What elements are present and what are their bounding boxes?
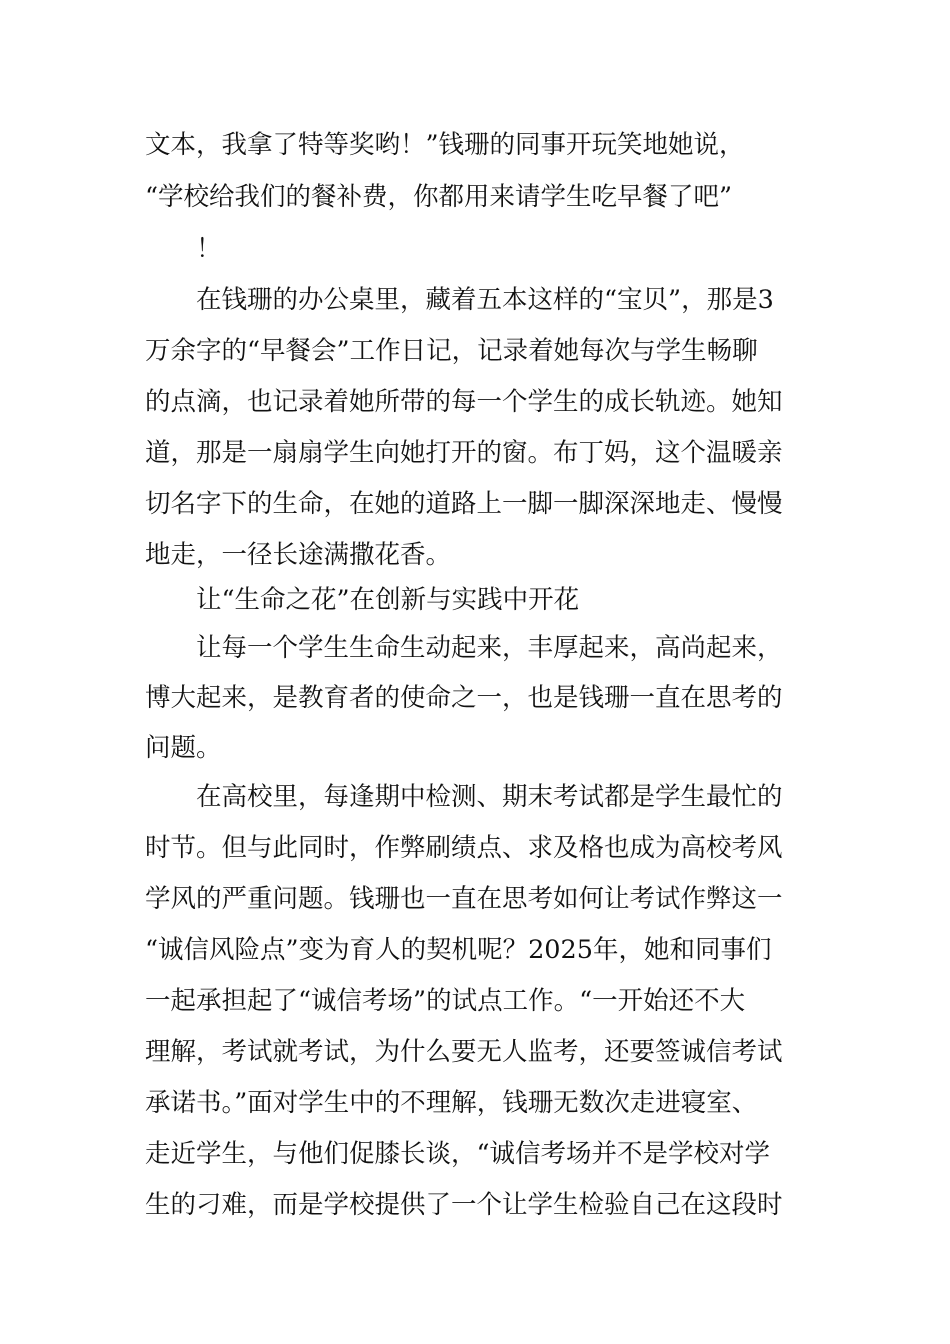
- text-line-content: 让每一个学生生命生动起来，丰厚起来，高尚起来，: [196, 633, 783, 663]
- text-line-content: “诚信风险点”变为育人的契机呢？2025年，她和同事们: [145, 935, 772, 965]
- text-line: [0, 930, 950, 970]
- text-line: [0, 828, 950, 868]
- text-line: [0, 382, 950, 422]
- text-line-content: 万余字的“早餐会”工作日记，记录着她每次与学生畅聊: [145, 336, 758, 366]
- text-line: [0, 1185, 950, 1225]
- text-line: [0, 879, 950, 919]
- text-line: [0, 433, 950, 473]
- text-line: [0, 1032, 950, 1072]
- section-heading-text: 让“生命之花”在创新与实践中开花: [196, 585, 580, 615]
- text-line: [0, 229, 950, 269]
- text-line: [0, 1083, 950, 1123]
- text-line: [0, 981, 950, 1021]
- text-line-content: 一起承担起了“诚信考场”的试点工作。“一开始还不大: [145, 986, 746, 1016]
- text-line-content: 博大起来，是教育者的使命之一，也是钱珊一直在思考的: [145, 683, 783, 713]
- text-line: [0, 280, 950, 320]
- text-line-content: ！: [196, 234, 222, 264]
- text-line-content: 的点滴，也记录着她所带的每一个学生的成长轨迹。她知: [145, 387, 783, 417]
- text-line: [0, 1134, 950, 1174]
- text-line: [0, 678, 950, 718]
- text-line: [0, 728, 950, 768]
- text-line-content: 时节。但与此同时，作弊刷绩点、求及格也成为高校考风: [145, 833, 783, 863]
- text-line: [0, 177, 950, 217]
- text-line: [0, 331, 950, 371]
- section-heading: [0, 580, 950, 620]
- text-line-content: 承诺书。”面对学生中的不理解，钱珊无数次走进寝室、: [145, 1088, 758, 1118]
- text-line-content: 文本，我拿了特等奖哟！”钱珊的同事开玩笑地她说，: [145, 130, 745, 160]
- text-line-content: 地走，一径长途满撒花香。: [145, 540, 452, 570]
- text-line: [0, 628, 950, 668]
- text-line: [0, 125, 950, 165]
- text-line-content: 道，那是一扇扇学生向她打开的窗。布丁妈，这个温暖亲: [145, 438, 783, 468]
- text-line-content: 理解，考试就考试，为什么要无人监考，还要签诚信考试: [145, 1037, 783, 1067]
- text-line: [0, 484, 950, 524]
- text-line: [0, 535, 950, 575]
- text-line-content: 学风的严重问题。钱珊也一直在思考如何让考试作弊这一: [145, 884, 783, 914]
- text-line-content: 切名字下的生命，在她的道路上一脚一脚深深地走、慢慢: [145, 489, 783, 519]
- text-line-content: 在高校里，每逢期中检测、期末考试都是学生最忙的: [196, 782, 783, 812]
- text-line-content: 在钱珊的办公桌里，藏着五本这样的“宝贝”，那是3: [196, 285, 774, 315]
- text-line-content: “学校给我们的餐补费，你都用来请学生吃早餐了吧”: [145, 182, 733, 212]
- text-line: [0, 777, 950, 817]
- text-line-content: 生的刁难，而是学校提供了一个让学生检验自己在这段时: [145, 1190, 783, 1220]
- text-line-content: 走近学生，与他们促膝长谈，“诚信考场并不是学校对学: [145, 1139, 771, 1169]
- text-line-content: 问题。: [145, 733, 222, 763]
